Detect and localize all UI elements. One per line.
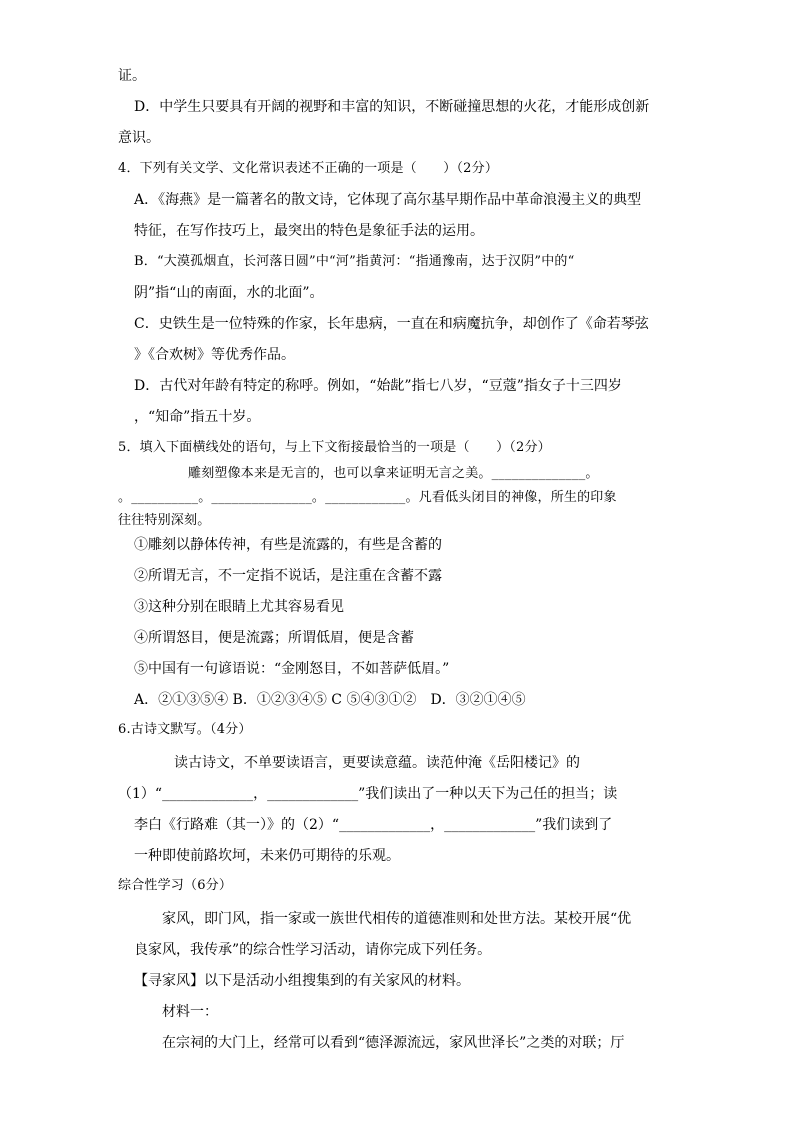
material-label: 材料一： [162,1004,218,1020]
text-line: 阴”指“山的南面，水的北面”。 [134,285,324,301]
passage-line: 雕刻塑像本来是无言的，也可以拿来证明无言之美。______________。 [188,466,599,481]
option-b-line: B．“大漠孤烟直，长河落日圆”中“河”指黄河：“指通豫南，达于汉阴”中的“ [134,254,575,269]
question-6-title: 6.古诗文默写。（4分） [118,722,252,737]
sentence-option-2: ②所谓无言，不一定指不说话，是注重在含蓄不露 [134,568,442,584]
text-line: 证。 [118,68,146,84]
task-heading: 【寻家风】以下是活动小组搜集到的有关家风的材料。 [134,973,470,989]
question-4-title: 4．下列有关文学、文化常识表述不正确的一项是（ ）（2分） [118,161,499,176]
option-c-line: C．史铁生是一位特殊的作家，长年患病，一直在和病魔抗争，却创作了《命若琴弦 [134,316,649,332]
paragraph-line: 良家风，我传承”的综合性学习活动，请你完成下列任务。 [134,942,492,958]
option-d-line: D．古代对年龄有特定的称呼。例如，“始龀”指七八岁，“豆蔻”指女子十三四岁 [134,378,622,394]
sentence-option-5: ⑤中国有一句谚语说：“金刚怒目，不如菩萨低眉。” [134,661,450,677]
text-line: 一种即使前路坎坷，未来仍可期待的乐观。 [134,848,400,864]
poetry-intro: 读古诗文，不单要读语言，更要读意蕴。读范仲淹《岳阳楼记》的 [174,755,580,771]
text-line: 》《合欢树》等优秀作品。 [134,347,295,363]
passage-line: 往往特别深刻。 [118,513,211,528]
paragraph-line: 家风，即门风，指一家或一族世代相传的道德准则和处世方法。某校开展“优 [162,911,632,927]
sentence-option-4: ④所谓怒目，便是流露；所谓低眉，便是含蓄 [134,630,414,646]
poetry-blank-2: 李白《行路难（其一）》的（2）“_____________，_____________”我们读到了 [134,817,613,833]
passage-line: 。__________。_______________。____________。凡看低头闭目的神像，所生的印象 [118,490,617,505]
text-line: 意识。 [118,130,160,146]
option-a-line: A．《海燕》是一篇著名的散文诗，它体现了高尔基早期作品中革命浪漫主义的典型 [134,192,642,208]
text-line: ，“知命”指五十岁。 [134,409,261,425]
answer-choices: A．②①③⑤④ B．①②③④⑤ C ⑤④③①② D．③②①④⑤ [134,692,526,708]
text-line: 特征，在写作技巧上，最突出的特色是象征手法的运用。 [134,223,484,239]
poetry-blank-1: （1）“_____________，_____________”我们读出了一种以天下为己任的担当；读 [118,786,618,802]
sentence-option-3: ③这种分别在眼睛上尤其容易看见 [134,599,344,615]
section-title: 综合性学习（6分） [118,878,233,893]
sentence-option-1: ①雕刻以静体传神，有些是流露的，有些是含蓄的 [134,537,442,553]
paragraph-line: 在宗祠的大门上，经常可以看到“德泽源流远，家风世泽长”之类的对联；厅 [162,1035,625,1051]
option-d-line: D．中学生只要具有开阔的视野和丰富的知识，不断碰撞思想的火花，才能形成创新 [134,99,650,115]
question-5-title: 5．填入下面横线处的语句，与上下文衔接最恰当的一项是（ ）（2分） [118,440,551,455]
